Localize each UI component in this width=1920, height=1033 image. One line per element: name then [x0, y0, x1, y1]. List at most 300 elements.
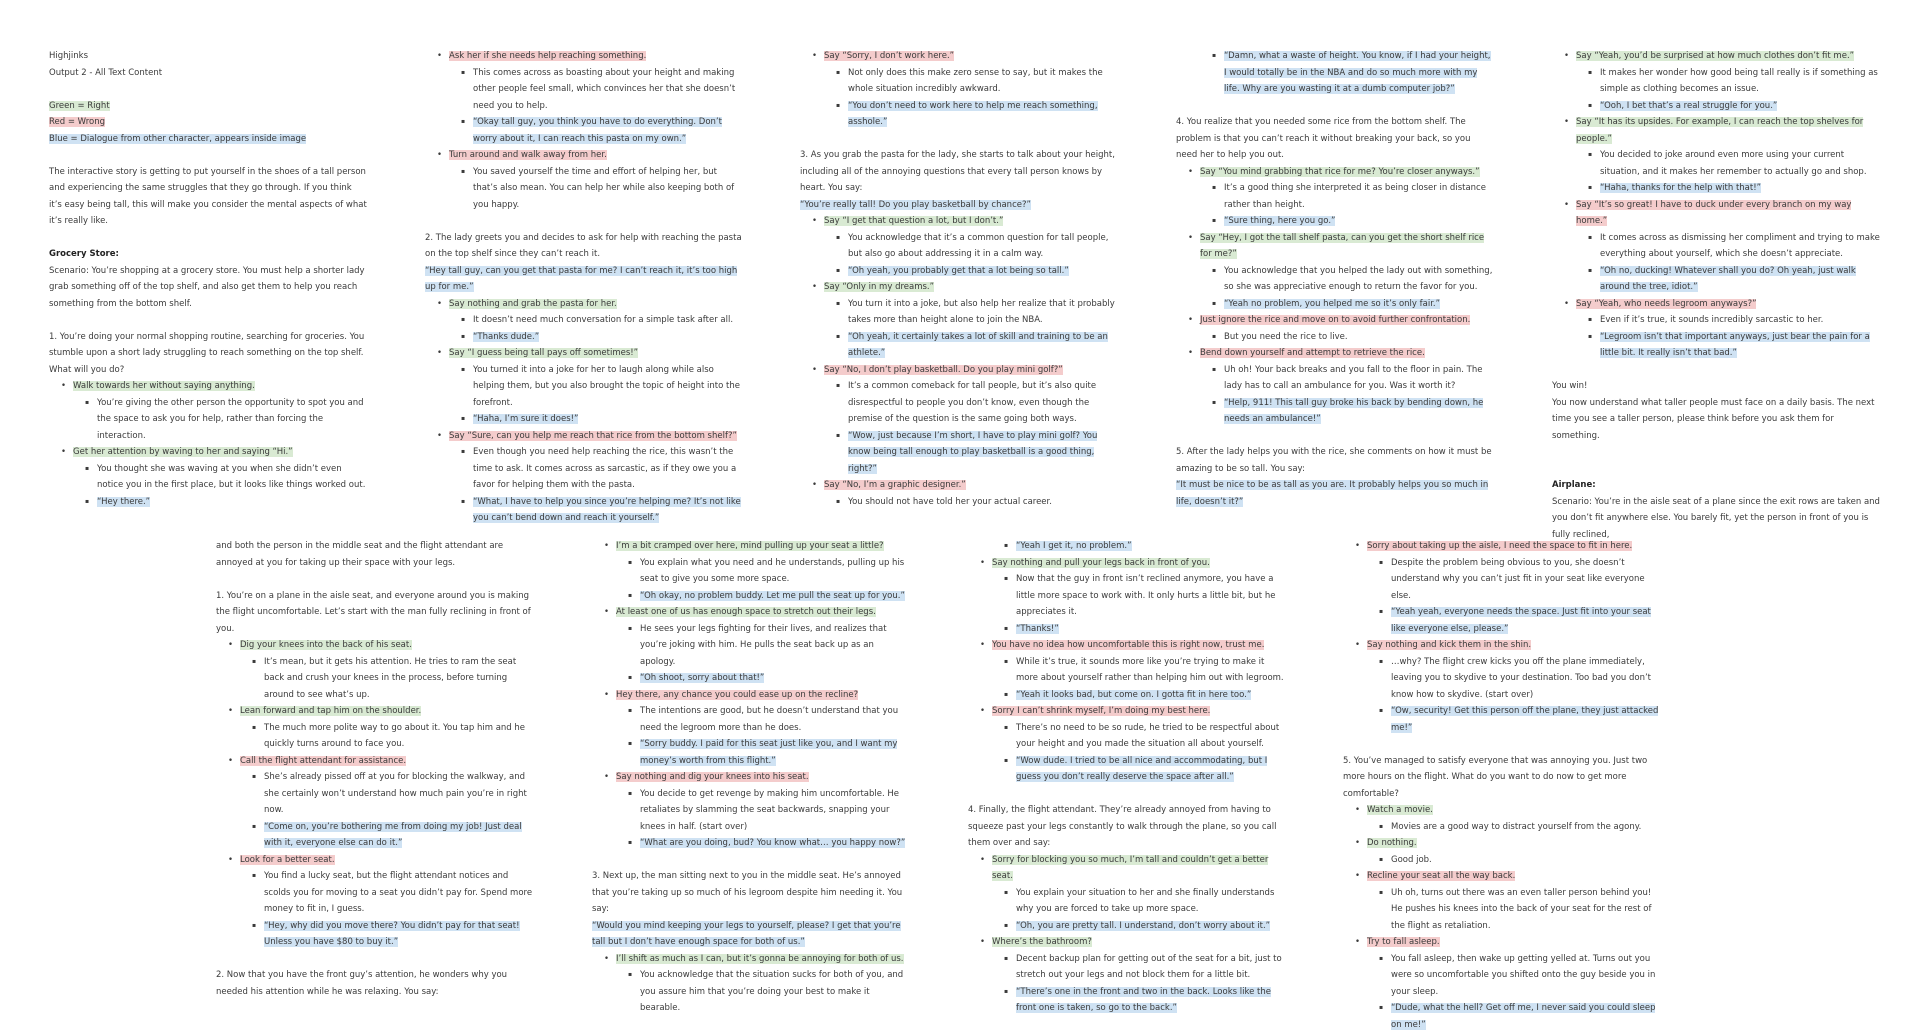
section-heading: [49, 246, 367, 263]
paragraph-spacer: [592, 852, 910, 869]
text-span: Uh oh, turns out there was an even taller person behind you! He pushes his knees into the back of your seat for the rest of the flight as retaliation.: [1391, 887, 1652, 931]
text-span: You turn it into a joke, but also help her realize that it probably takes more than height alone to join the NBA.: [848, 298, 1115, 325]
text-span: Say “I guess being tall pays off sometimes!”: [449, 348, 639, 358]
text-span: Look for a better seat.: [240, 854, 335, 865]
text-span: Where’s the bathroom?: [992, 937, 1092, 947]
response-item: [425, 312, 743, 329]
text-span: The intentions are good, but he doesn’t understand that you need the legroom more than he does.: [640, 706, 899, 733]
text-span: Despite the problem being obvious to you, she doesn’t understand why you can’t just fit in your seat like everyone else.: [1391, 557, 1645, 601]
text-span: Red = Wrong: [49, 117, 105, 127]
text-span: Say “Sure, can you help me reach that rice from the bottom shelf?”: [449, 430, 737, 441]
text-span: 2. Now that you have the front guy’s attention, he wonders why you needed his attention while he was relaxing. You say:: [216, 970, 508, 997]
paragraph-spacer: [1552, 461, 1882, 478]
choice-item: [1552, 48, 1882, 65]
text-span: You acknowledge that you helped the lady out with something, so she was appreciative enough to return the favor for you.: [1224, 265, 1493, 292]
response-item: [425, 411, 743, 428]
text-span: You decided to joke around even more using your current situation, and it makes her remember to actually go and shop.: [1600, 150, 1867, 177]
text-span: Grocery Store:: [49, 249, 119, 259]
paragraph-spacer: [1176, 98, 1494, 115]
text-span: “What are you doing, bud? You know what… you happy now?”: [640, 838, 906, 848]
text-span: “Hey there.”: [97, 496, 151, 507]
text-span: “Ow, security! Get this person off the plane, they just attacked me!”: [1391, 706, 1659, 733]
text-span: It doesn’t need much conversation for a simple task after all.: [473, 315, 734, 325]
text-span: Say “You mind grabbing that rice for me? You’re closer anyways.”: [1200, 166, 1480, 177]
response-item: [1176, 213, 1494, 230]
text-span: Say “Sorry, I don’t work here.”: [824, 51, 955, 61]
text-span: You saved yourself the time and effort of helping her, but that’s also mean. You can help her while also keeping both of you happy.: [473, 166, 735, 210]
response-item: [592, 670, 910, 687]
response-item: [1176, 362, 1494, 395]
text-span: 5. You’ve managed to satisfy everyone that was annoying you. Just two more hours on the flight. What do you want to do now to get more comfortable?: [1343, 755, 1648, 799]
text-span: You’re giving the other person the opportunity to spot you and the space to ask you for help, rather than forcing the interaction.: [97, 397, 364, 441]
text-span: Say nothing and dig your knees into his seat.: [616, 772, 809, 782]
text-span: Say “Only in my dreams.”: [824, 282, 935, 292]
text-column-6: [216, 538, 534, 1000]
text-span: Say “Yeah, who needs legroom anyways?”: [1576, 298, 1757, 309]
response-item: [968, 753, 1286, 786]
response-item: [425, 362, 743, 412]
choice-item: [800, 48, 1118, 65]
choice-item: [1552, 197, 1882, 230]
response-item: [1176, 395, 1494, 428]
text-span: You find a lucky seat, but the flight attendant notices and scolds you for moving to a seat you didn’t pay for. Spend more money to fit in, I guess.: [264, 871, 533, 914]
response-item: [592, 967, 910, 1017]
text-span: Say “It has its upsides. For example, I can reach the top shelves for people.”: [1576, 117, 1864, 144]
text-span: Green = Right: [49, 100, 110, 111]
paragraph: [49, 114, 367, 131]
choice-item: [216, 852, 534, 869]
response-item: [1176, 296, 1494, 313]
response-item: [592, 588, 910, 605]
text-span: Airplane:: [1552, 480, 1596, 490]
paragraph: [1176, 114, 1494, 164]
paragraph: [1343, 753, 1661, 803]
response-item: [1343, 1000, 1661, 1033]
response-item: [216, 654, 534, 704]
text-column-1: [49, 48, 367, 510]
text-span: “Oh shoot, sorry about that!”: [640, 673, 765, 683]
paragraph-spacer: [425, 213, 743, 230]
text-span: I’ll shift as much as I can, but it’s gonna be annoying for both of us.: [616, 953, 904, 964]
choice-item: [800, 362, 1118, 379]
paragraph: [425, 263, 743, 296]
response-item: [425, 494, 743, 527]
text-span: Scenario: You’re shopping at a grocery store. You must help a shorter lady grab something off of the top shelf, and also get them to help you reach something from the bottom shelf.: [49, 265, 365, 309]
choice-item: [968, 555, 1286, 572]
text-span: Try to fall asleep.: [1367, 937, 1440, 947]
response-item: [1176, 263, 1494, 296]
text-span: “Oh okay, no problem buddy. Let me pull the seat up for you.”: [640, 590, 905, 601]
text-column-7: [592, 538, 910, 1017]
response-item: [968, 621, 1286, 638]
paragraph: [1176, 477, 1494, 510]
text-span: “What, I have to help you since you’re helping me? It’s not like you can’t bend down and reach it yourself.”: [473, 496, 741, 523]
text-column-3: [800, 48, 1118, 510]
response-item: [968, 951, 1286, 984]
text-span: “Dude, what the hell? Get off me, I never said you could sleep on me!”: [1391, 1003, 1656, 1030]
text-span: Get her attention by waving to her and saying “Hi.”: [73, 447, 293, 457]
response-item: [1343, 555, 1661, 605]
paragraph-spacer: [1176, 428, 1494, 445]
response-item: [592, 555, 910, 588]
choice-item: [968, 637, 1286, 654]
text-span: 3. Next up, the man sitting next to you in the middle seat. He’s annoyed that you’re taking up so much of his legroom despite him needing it. You say:: [592, 871, 903, 914]
paragraph: [1552, 378, 1882, 395]
text-span: “You don’t need to work here to help me reach something, asshole.”: [848, 100, 1098, 127]
paragraph-spacer: [1343, 736, 1661, 753]
text-span: Say “Hey, I got the tall shelf pasta, can you get the short shelf rice for me?”: [1200, 232, 1485, 259]
text-span: You fall asleep, then wake up getting yelled at. Turns out you were so uncomfortable you shifted onto the guy beside you in your sleep.: [1391, 953, 1656, 997]
text-span: Output 2 - All Text Content: [49, 67, 163, 78]
text-column-5: [1552, 48, 1882, 543]
response-item: [1552, 65, 1882, 98]
paragraph: [49, 48, 367, 65]
response-item: [216, 868, 534, 918]
response-item: [1552, 147, 1882, 180]
response-item: [968, 571, 1286, 621]
response-item: [800, 378, 1118, 428]
text-span: “Come on, you’re bothering me from doing my job! Just deal with it, everyone else can do it.”: [264, 821, 522, 848]
choice-item: [592, 538, 910, 555]
choice-item: [1343, 835, 1661, 852]
text-span: “Hey, why did you move there? You didn’t pay for that seat! Unless you have $80 to buy it.”: [264, 920, 520, 947]
response-item: [800, 494, 1118, 511]
text-span: It comes across as dismissing her compliment and trying to make everything about yourself, which she doesn’t appreciate.: [1600, 232, 1880, 259]
text-span: “Oh yeah, you probably get that a lot being so tall.”: [848, 265, 1069, 276]
text-span: “Ooh, I bet that’s a real struggle for you.”: [1600, 100, 1778, 111]
choice-item: [1343, 868, 1661, 885]
response-item: [1176, 48, 1494, 98]
choice-item: [49, 444, 367, 461]
response-item: [1552, 180, 1882, 197]
text-span: 2. The lady greets you and decides to ask for help with reaching the pasta on the top shelf since they can’t reach it.: [425, 232, 742, 259]
paragraph: [216, 967, 534, 1000]
choice-item: [968, 852, 1286, 885]
text-span: You have no idea how uncomfortable this is right now, trust me.: [992, 640, 1265, 650]
text-span: Highjinks: [49, 51, 88, 61]
choice-item: [425, 147, 743, 164]
response-item: [1552, 230, 1882, 263]
text-span: Ask her if she needs help reaching something.: [449, 51, 647, 61]
paragraph-spacer: [49, 230, 367, 247]
text-span: I’m a bit cramped over here, mind pulling up your seat a little?: [616, 541, 884, 551]
text-span: …why? The flight crew kicks you off the plane immediately, leaving you to skydive to your destination. Too bad you don’t know how to skydive. (start over): [1391, 656, 1651, 700]
text-span: Just ignore the rice and move on to avoid further confrontation.: [1200, 315, 1471, 325]
text-span: 1. You’re on a plane in the aisle seat, and everyone around you is making the flight uncomfortable. Let’s start with the man fully reclining in front of you.: [216, 590, 531, 634]
choice-item: [425, 345, 743, 362]
text-span: 5. After the lady helps you with the rice, she comments on how it must be amazing to be so tall. You say:: [1176, 447, 1492, 474]
text-span: Do nothing.: [1367, 838, 1417, 848]
paragraph-spacer: [1552, 362, 1882, 379]
paragraph: [425, 230, 743, 263]
response-item: [592, 703, 910, 736]
text-span: Watch a movie.: [1367, 805, 1433, 815]
text-span: Not only does this make zero sense to say, but it makes the whole situation incredibly awkward.: [848, 67, 1103, 94]
response-item: [425, 329, 743, 346]
choice-item: [1343, 802, 1661, 819]
response-item: [968, 720, 1286, 753]
text-span: But you need the rice to live.: [1224, 331, 1348, 342]
text-span: Say “No, I’m a graphic designer.”: [824, 480, 966, 490]
text-span: “Wow dude. I tried to be all nice and accommodating, but I guess you don’t really deserve the space after all.”: [1016, 755, 1268, 782]
paragraph: [592, 868, 910, 918]
response-item: [1343, 819, 1661, 836]
response-item: [592, 736, 910, 769]
response-item: [968, 984, 1286, 1017]
response-item: [800, 263, 1118, 280]
response-item: [1552, 329, 1882, 362]
response-item: [1552, 263, 1882, 296]
text-span: Scenario: You’re in the aisle seat of a plane since the exit rows are taken and you don’t fit anywhere else. You barely fit, yet the person in front of you is fully reclined,: [1552, 496, 1880, 540]
choice-item: [1176, 230, 1494, 263]
choice-item: [592, 769, 910, 786]
choice-item: [1176, 345, 1494, 362]
choice-item: [216, 703, 534, 720]
text-span: You win!: [1552, 381, 1588, 391]
paragraph: [49, 65, 367, 82]
text-span: “Yeah no problem, you helped me so it’s only fair.”: [1224, 298, 1441, 309]
response-item: [216, 720, 534, 753]
text-span: She’s already pissed off at you for blocking the walkway, and she certainly won’t understand how much pain you’re in right now.: [264, 772, 527, 815]
response-item: [968, 918, 1286, 935]
choice-item: [592, 951, 910, 968]
paragraph: [49, 164, 367, 230]
text-span: 4. Finally, the flight attendant. They’re already annoyed from having to squeeze past your legs constantly to walk through the plane, so you call them over and say:: [968, 805, 1277, 848]
choice-item: [592, 604, 910, 621]
text-span: “There’s one in the front and two in the back. Looks like the front one is taken, so go to the back.”: [1016, 986, 1271, 1013]
response-item: [1176, 329, 1494, 346]
text-column-2: [425, 48, 743, 527]
text-span: You decide to get revenge by making him uncomfortable. He retaliates by slamming the seat backwards, snapping your knees in half. (start over): [640, 788, 900, 832]
choice-item: [1176, 312, 1494, 329]
text-span: You acknowledge that the situation sucks for both of you, and you assure him that you’re doing your best to make it bearable.: [640, 970, 904, 1013]
response-item: [1343, 604, 1661, 637]
response-item: [49, 395, 367, 445]
text-span: This comes across as boasting about your height and making other people feel small, which convinces her that she doesn’t need you to help.: [473, 67, 736, 111]
choice-item: [216, 753, 534, 770]
text-span: It’s a good thing she interpreted it as being closer in distance rather than height.: [1224, 183, 1486, 210]
choice-item: [592, 687, 910, 704]
paragraph: [800, 147, 1118, 197]
response-item: [1343, 852, 1661, 869]
response-item: [592, 621, 910, 671]
text-column-8: [968, 538, 1286, 1017]
text-span: Bend down yourself and attempt to retrieve the rice.: [1200, 348, 1425, 358]
response-item: [800, 98, 1118, 131]
text-span: “Oh no, ducking! Whatever shall you do? Oh yeah, just walk around the tree, idiot.”: [1600, 265, 1856, 292]
text-span: “Okay tall guy, you think you have to do everything. Don’t worry about it, I can reach this pasta on my own.”: [473, 117, 722, 144]
text-span: “You’re really tall! Do you play basketball by chance?”: [800, 199, 1031, 210]
response-item: [1552, 98, 1882, 115]
paragraph: [49, 263, 367, 313]
text-span: “Haha, I’m sure it does!”: [473, 414, 579, 424]
choice-item: [1343, 637, 1661, 654]
text-span: You turned it into a joke for her to laugh along while also helping them, but you also brought the topic of height into the forefront.: [473, 364, 740, 408]
text-span: You thought she was waving at you when she didn’t even notice you in the first place, but it looks like things worked out.: [97, 463, 366, 490]
choice-item: [425, 296, 743, 313]
text-span: It’s a common comeback for tall people, but it’s also quite disrespectful to people you don’t know, even though the premise of the question is the same going both ways.: [848, 381, 1097, 424]
paragraph: [49, 131, 367, 148]
text-span: “Oh, you are pretty tall. I understand, don’t worry about it.”: [1016, 920, 1271, 931]
response-item: [216, 819, 534, 852]
text-span: and both the person in the middle seat and the flight attendant are annoyed at you for taking up their space with your legs.: [216, 541, 504, 568]
text-span: “Would you mind keeping your legs to yourself, please? I get that you’re tall but I don’t have enough space for both of us.”: [592, 920, 901, 947]
text-span: “Oh yeah, it certainly takes a lot of skill and training to be an athlete.”: [848, 331, 1108, 358]
choice-item: [216, 637, 534, 654]
response-item: [425, 164, 743, 214]
choice-item: [968, 703, 1286, 720]
text-span: “Sure thing, here you go.”: [1224, 216, 1336, 226]
response-item: [425, 114, 743, 147]
text-span: He sees your legs fighting for their lives, and realizes that you’re joking with him. He pulls the seat back up as an apology.: [640, 623, 887, 667]
choice-item: [800, 477, 1118, 494]
text-span: Say nothing and grab the pasta for her.: [449, 298, 617, 309]
text-span: Say “I get that question a lot, but I don’t.”: [824, 216, 1004, 226]
paragraph-spacer: [1552, 444, 1882, 461]
text-span: It’s mean, but it gets his attention. He tries to ram the seat back and crush your knees in the process, before turning around to see what’s up.: [264, 656, 517, 700]
text-span: Blue = Dialogue from other character, appears inside image: [49, 133, 307, 144]
text-span: Say nothing and kick them in the shin.: [1367, 640, 1532, 650]
paragraph-spacer: [216, 951, 534, 968]
text-span: You explain your situation to her and she finally understands why you are forced to take up more space.: [1016, 887, 1275, 914]
text-column-4: [1176, 48, 1494, 510]
text-span: While it’s true, it sounds more like you’re trying to make it more about yourself rather than helping him out with legroom.: [1016, 656, 1284, 683]
text-span: “Help, 911! This tall guy broke his back by bending down, he needs an ambulance!”: [1224, 397, 1484, 424]
response-item: [800, 230, 1118, 263]
response-item: [49, 461, 367, 494]
response-item: [592, 835, 910, 852]
text-span: “Haha, thanks for the help with that!”: [1600, 183, 1762, 193]
text-span: Even though you need help reaching the rice, this wasn’t the time to ask. It comes across as sarcastic, as if they owe you a favor for helping them with the pasta.: [473, 447, 737, 490]
text-span: Sorry for blocking you so much, I’m tall and couldn’t get a better seat.: [992, 854, 1269, 881]
text-span: The much more polite way to go about it. You tap him and he quickly turns around to face you.: [264, 722, 526, 749]
text-span: Say “No, I don’t play basketball. Do you play mini golf?”: [824, 364, 1063, 375]
response-item: [968, 687, 1286, 704]
choice-item: [1343, 934, 1661, 951]
response-item: [1343, 885, 1661, 935]
response-item: [1343, 703, 1661, 736]
text-span: 1. You’re doing your normal shopping routine, searching for groceries. You stumble upon a short lady struggling to reach something on the top shelf. What will you do?: [49, 331, 365, 375]
text-span: 4. You realize that you needed some rice from the bottom shelf. The problem is that you can’t reach it without breaking your back, so you need her to help you out.: [1176, 117, 1471, 160]
text-span: Walk towards her without saying anything.: [73, 381, 255, 391]
choice-item: [1176, 164, 1494, 181]
text-span: “Wow, just because I’m short, I have to play mini golf? You know being tall enough to play basketball is a good thing, right?”: [848, 430, 1098, 474]
text-span: “It must be nice to be as tall as you are. It probably helps you so much in life, doesn’t it?”: [1176, 480, 1489, 507]
choice-item: [800, 279, 1118, 296]
text-span: Say “It’s so great! I have to duck under every branch on my way home.”: [1576, 199, 1852, 226]
text-span: Say “Yeah, you’d be surprised at how much clothes don’t fit me.”: [1576, 51, 1855, 61]
paragraph: [800, 197, 1118, 214]
text-span: Say nothing and pull your legs back in front of you.: [992, 557, 1210, 568]
section-heading: [1552, 477, 1882, 494]
text-span: Now that the guy in front isn’t reclined anymore, you have a little more space to work with. It only hurts a little bit, but he appreciates it.: [1016, 574, 1276, 617]
text-span: You acknowledge that it’s a common question for tall people, but also go about addressing it in a calm way.: [848, 232, 1109, 259]
response-item: [968, 885, 1286, 918]
paragraph: [49, 98, 367, 115]
text-span: “Thanks!”: [1016, 623, 1059, 634]
response-item: [1176, 180, 1494, 213]
choice-item: [425, 428, 743, 445]
response-item: [216, 918, 534, 951]
text-span: Recline your seat all the way back.: [1367, 871, 1516, 881]
response-item: [800, 296, 1118, 329]
paragraph-spacer: [216, 571, 534, 588]
response-item: [1552, 312, 1882, 329]
response-item: [968, 538, 1286, 555]
text-span: Even if it’s true, it sounds incredibly sarcastic to her.: [1600, 315, 1824, 325]
paragraph-spacer: [49, 81, 367, 98]
response-item: [968, 654, 1286, 687]
text-span: You explain what you need and he understands, pulling up his seat to give you some more space.: [640, 557, 905, 584]
choice-item: [1343, 538, 1661, 555]
text-span: There’s no need to be so rude, he tried to be respectful about your height and you made the situation all about yourself.: [1016, 722, 1280, 749]
text-span: Sorry I can’t shrink myself, I’m doing my best here.: [992, 706, 1211, 716]
text-span: “Legroom isn’t that important anyways, just bear the pain for a little bit. It really isn’t that bad.”: [1600, 331, 1870, 358]
response-item: [800, 428, 1118, 478]
choice-item: [49, 378, 367, 395]
text-span: You now understand what taller people must face on a daily basis. The next time you see a taller person, please think before you ask them for something.: [1552, 397, 1875, 441]
text-span: Hey there, any chance you could ease up on the recline?: [616, 689, 859, 700]
choice-item: [425, 48, 743, 65]
paragraph: [1176, 444, 1494, 477]
text-span: “Yeah I get it, no problem.”: [1016, 541, 1132, 551]
text-span: The interactive story is getting to put yourself in the shoes of a tall person and experiencing the same struggles that they go through. If you think it’s easy being tall, this will make you consider the mental aspects of what it’s really like.: [49, 166, 367, 226]
paragraph: [1552, 395, 1882, 445]
response-item: [800, 329, 1118, 362]
paragraph-spacer: [800, 131, 1118, 148]
text-span: Uh oh! Your back breaks and you fall to the floor in pain. The lady has to call an ambulance for you. Was it worth it?: [1224, 364, 1483, 391]
paragraph: [49, 329, 367, 379]
paragraph: [216, 588, 534, 638]
paragraph: [1552, 494, 1882, 544]
text-span: Movies are a good way to distract yourself from the agony.: [1391, 821, 1642, 832]
text-span: “Damn, what a waste of height. You know, if I had your height, I would totally be in the NBA and do so much more with my life. Why are you wasting it at a dumb computer job?”: [1224, 51, 1491, 94]
response-item: [1343, 951, 1661, 1001]
text-span: 3. As you grab the pasta for the lady, she starts to talk about your height, including all of the annoying questions that every tall person knows by heart. You say:: [800, 150, 1115, 193]
paragraph-spacer: [49, 147, 367, 164]
text-span: “Thanks dude.”: [473, 331, 540, 342]
text-span: Good job.: [1391, 854, 1432, 865]
text-span: “Yeah it looks bad, but come on. I gotta fit in here too.”: [1016, 689, 1252, 700]
text-span: “Yeah yeah, everyone needs the space. Just fit into your seat like everyone else, please.”: [1391, 607, 1651, 634]
paragraph: [216, 538, 534, 571]
paragraph-spacer: [968, 786, 1286, 803]
choice-item: [800, 213, 1118, 230]
paragraph-spacer: [49, 312, 367, 329]
response-item: [216, 769, 534, 819]
text-span: Sorry about taking up the aisle, I need the space to fit in here.: [1367, 541, 1633, 551]
choice-item: [1552, 296, 1882, 313]
text-span: Call the flight attendant for assistance.: [240, 755, 407, 766]
response-item: [1343, 654, 1661, 704]
text-span: “Hey tall guy, can you get that pasta for me? I can’t reach it, it’s too high up for me.”: [425, 265, 738, 292]
text-span: Decent backup plan for getting out of the seat for a bit, just to stretch out your legs and not block them for a little bit.: [1016, 953, 1282, 980]
choice-item: [1552, 114, 1882, 147]
text-span: Lean forward and tap him on the shoulder.: [240, 706, 422, 716]
response-item: [49, 494, 367, 511]
text-column-9: [1343, 538, 1661, 1033]
paragraph: [968, 802, 1286, 852]
response-item: [425, 65, 743, 115]
response-item: [800, 65, 1118, 98]
paragraph: [592, 918, 910, 951]
response-item: [425, 444, 743, 494]
choice-item: [968, 934, 1286, 951]
text-span: It makes her wonder how good being tall really is if something as simple as clothing becomes an issue.: [1600, 67, 1878, 94]
text-span: You should not have told her your actual career.: [848, 496, 1052, 507]
text-span: Dig your knees into the back of his seat.: [240, 640, 412, 650]
text-span: “Sorry buddy. I paid for this seat just like you, and I want my money’s worth from this flight.”: [640, 739, 898, 766]
